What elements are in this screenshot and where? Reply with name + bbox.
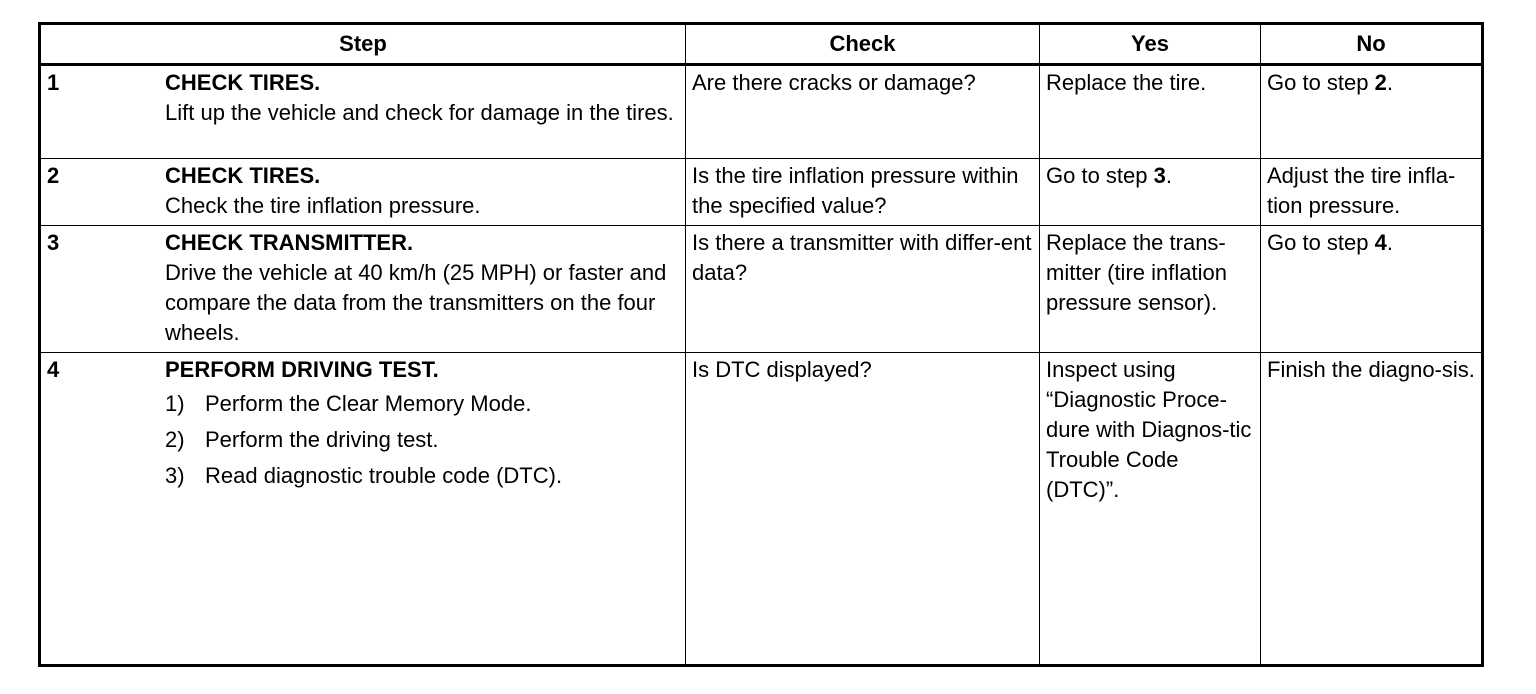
substep-text: Perform the driving test. xyxy=(205,427,439,452)
yes-text-prefix: Go to step xyxy=(1046,163,1154,188)
check-cell xyxy=(686,159,1040,226)
no-text: Adjust the tire infla-tion pressure. xyxy=(1267,163,1456,218)
header-yes: Yes xyxy=(1040,24,1261,65)
step-description: Lift up the vehicle and check for damage in the tires. xyxy=(165,100,674,125)
substep-number: 3) xyxy=(165,463,185,488)
step-number: 3 xyxy=(47,230,60,255)
header-check: Check xyxy=(686,24,1040,65)
step-description: Check the tire inflation pressure. xyxy=(165,193,481,218)
no-text-suffix: . xyxy=(1386,70,1393,95)
no-text xyxy=(1261,66,1481,102)
step-title: PERFORM DRIVING TEST. xyxy=(165,357,439,382)
header-step: Step xyxy=(40,24,686,65)
no-step-ref: 4 xyxy=(1374,230,1387,255)
no-step-ref: 2 xyxy=(1374,70,1387,95)
check-text: Is the tire inflation pressure within the specified value? xyxy=(692,163,1019,218)
table-row xyxy=(40,353,1483,666)
no-text-prefix: Go to step xyxy=(1267,230,1375,255)
substep-number: 1) xyxy=(165,391,185,416)
yes-text: Replace the trans-mitter (tire inflation pressure sensor). xyxy=(1046,230,1227,315)
check-cell xyxy=(686,226,1040,353)
check-text: Is DTC displayed? xyxy=(692,357,872,382)
no-cell xyxy=(1261,159,1483,226)
step-cell xyxy=(40,353,686,666)
step-description: Drive the vehicle at 40 km/h (25 MPH) or faster and compare the data from the transmitters on the four wheels. xyxy=(165,260,667,345)
substep-item xyxy=(165,389,679,419)
step-cell xyxy=(40,159,686,226)
substep-text: Perform the Clear Memory Mode. xyxy=(205,391,532,416)
diagnostic-table xyxy=(38,22,1484,667)
step-number: 1 xyxy=(47,70,60,95)
step-cell xyxy=(40,226,686,353)
yes-text-suffix: . xyxy=(1165,163,1172,188)
yes-text xyxy=(1040,159,1260,195)
check-cell xyxy=(686,65,1040,159)
step-title: CHECK TIRES. xyxy=(165,70,321,95)
substep-list xyxy=(165,389,679,491)
step-number: 4 xyxy=(47,357,60,382)
yes-text: Inspect using “Diagnostic Proce-dure with Diagnos-tic Trouble Code (DTC)”. xyxy=(1046,357,1252,502)
yes-cell xyxy=(1040,226,1261,353)
step-title: CHECK TRANSMITTER. xyxy=(165,230,414,255)
substep-number: 2) xyxy=(165,427,185,452)
substep-item xyxy=(165,425,679,455)
table-row xyxy=(40,159,1483,226)
no-cell xyxy=(1261,65,1483,159)
no-cell xyxy=(1261,353,1483,666)
yes-cell xyxy=(1040,353,1261,666)
yes-cell xyxy=(1040,65,1261,159)
step-number: 2 xyxy=(47,163,60,188)
no-text: Finish the diagno-sis. xyxy=(1267,357,1475,382)
check-cell xyxy=(686,353,1040,666)
yes-text: Replace the tire. xyxy=(1046,70,1207,95)
no-text xyxy=(1261,226,1481,262)
check-text: Are there cracks or damage? xyxy=(692,70,976,95)
header-row xyxy=(40,24,1483,65)
step-cell xyxy=(40,65,686,159)
no-text-prefix: Go to step xyxy=(1267,70,1375,95)
table-row xyxy=(40,65,1483,159)
header-no: No xyxy=(1261,24,1483,65)
no-cell xyxy=(1261,226,1483,353)
check-text: Is there a transmitter with differ-ent data? xyxy=(692,230,1032,285)
substep-item xyxy=(165,461,679,491)
step-title: CHECK TIRES. xyxy=(165,163,321,188)
yes-cell xyxy=(1040,159,1261,226)
yes-step-ref: 3 xyxy=(1153,163,1166,188)
table-row xyxy=(40,226,1483,353)
substep-text: Read diagnostic trouble code (DTC). xyxy=(205,463,563,488)
no-text-suffix: . xyxy=(1386,230,1393,255)
